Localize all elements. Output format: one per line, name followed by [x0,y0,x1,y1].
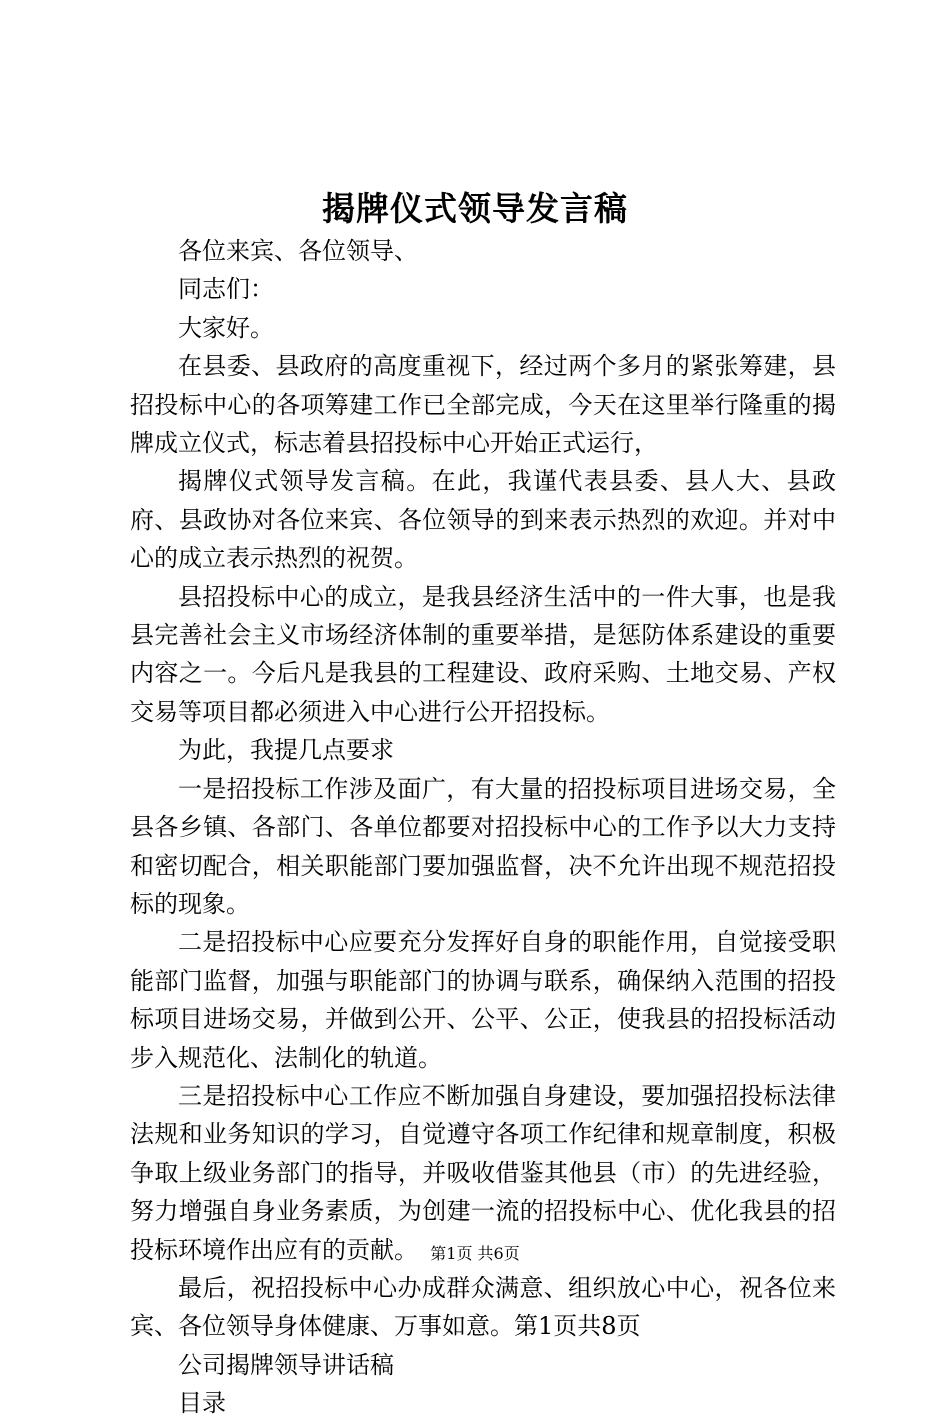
paragraph: 三是招投标中心工作应不断加强自身建设，要加强招投标法律法规和业务知识的学习，自觉遵守各项工作纪律和规章制度，积极争取上级业务部门的指导，并吸收借鉴其他县（市）的先进经验，努力增强自身业务素质，为创建一流的招投标中心、优化我县的招投标环境作出应有的贡献。 [130,1081,836,1264]
paragraph: 一是招投标工作涉及面广，有大量的招投标项目进场交易，全县各乡镇、各部门、各单位都要对招投标中心的工作予以大力支持和密切配合，相关职能部门要加强监督，决不允许出现不规范招投标的现象。 [130,774,836,918]
paragraph: 公司揭牌领导讲话稿 [178,1350,394,1379]
paragraph: 最后，祝招投标中心办成群众满意、组织放心中心，祝各位来宾、各位领导身体健康、万事如意。第1页共8页 [130,1273,836,1341]
document-title: 揭牌仪式领导发言稿 [322,189,628,228]
paragraph: 各位来宾、各位领导、 [178,237,418,265]
paragraph: 在县委、县政府的高度重视下，经过两个多月的紧张筹建，县招投标中心的各项筹建工作已全部完成，今天在这里举行隆重的揭牌成立仪式，标志着县招投标中心开始正式运行， [130,352,836,458]
paragraph: 二是招投标中心应要充分发挥好自身的职能作用，自觉接受职能部门监督，加强与职能部门的协调与联系，确保纳入范围的招投标项目进场交易，并做到公开、公平、公正，使我县的招投标活动步入规范化、法制化的轨道。 [130,928,836,1072]
paragraph: 目录 [178,1389,226,1418]
paragraph: 揭牌仪式领导发言稿。在此，我谨代表县委、县人大、县政府、县政协对各位来宾、各位领导的到来表示热烈的欢迎。并对中心的成立表示热烈的祝贺。 [130,467,836,573]
paragraph: 同志们： [178,275,274,304]
page-footer: 第1页 共6页 [430,1244,520,1263]
paragraph: 县招投标中心的成立，是我县经济生活中的一件大事，也是我县完善社会主义市场经济体制的重要举措，是惩防体系建设的重要内容之一。今后凡是我县的工程建设、政府采购、土地交易、产权交易等项目都必须进入中心进行公开招投标。 [130,582,836,726]
paragraph: 为此，我提几点要求 [178,736,394,765]
paragraph: 大家好。 [178,313,274,342]
